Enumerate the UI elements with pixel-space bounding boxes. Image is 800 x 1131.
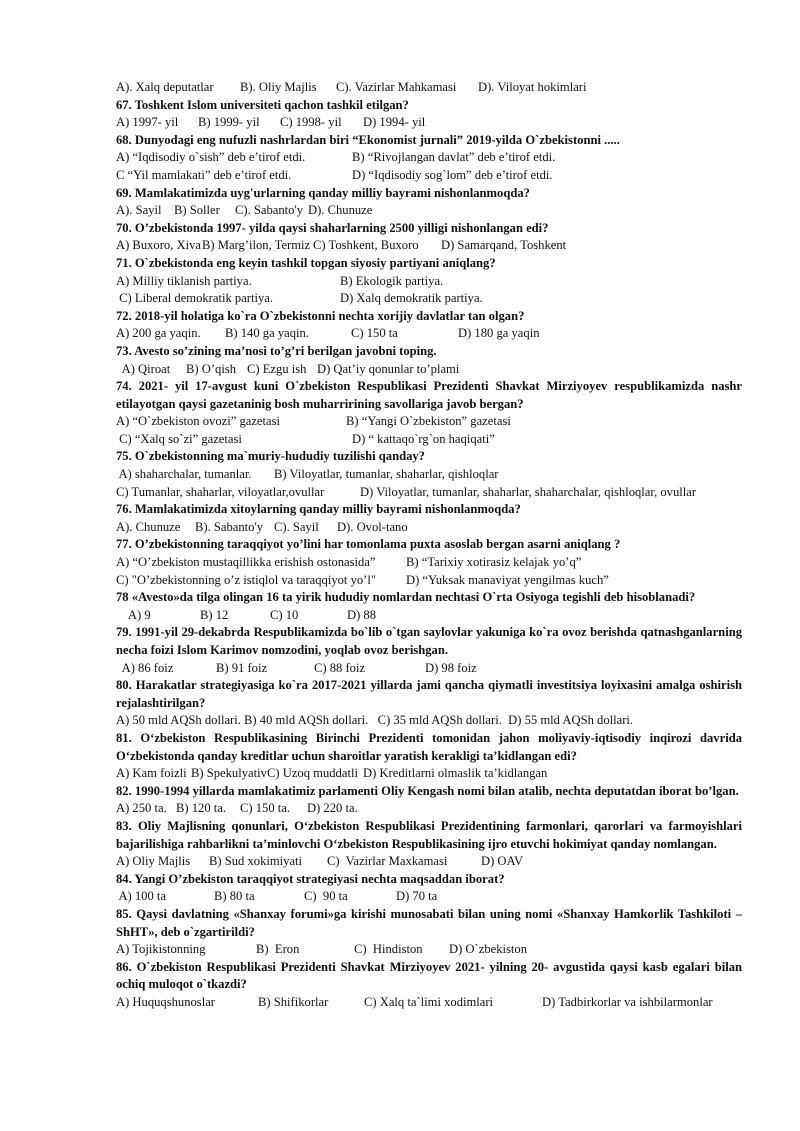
answer-option: B). Sabanto'y xyxy=(195,519,264,534)
answer-option: B) “Rivojlangan davlat” deb e’tirof etdi. xyxy=(352,150,556,165)
answer-option: C) Ezgu ish xyxy=(247,361,307,376)
answer-options-row xyxy=(116,202,742,220)
answer-option: A) 50 mld AQSh dollari. B) 40 mld AQSh dollari. C) 35 mld AQSh dollari. D) 55 mld AQSh dollari. xyxy=(116,713,634,728)
answer-option: D) Samarqand, Toshkent xyxy=(441,238,567,253)
answer-option: A) “O’zbekiston mustaqillikka erishish ostonasida” xyxy=(116,555,376,570)
answer-options-row xyxy=(116,572,742,590)
answer-options-row xyxy=(116,853,742,871)
answer-option: D) 88 xyxy=(347,607,377,622)
answer-options-row xyxy=(116,149,742,167)
answer-option: B) “Tarixiy xotirasiz kelajak yo’q” xyxy=(406,555,582,570)
question-text: 78 «Avesto»da tilga olingan 16 ta yirik hududiy nomlardan nechtasi O`rta Osiyoga tegishli deb hisoblanadi? xyxy=(116,590,696,605)
answer-option: C) 1998- yil xyxy=(280,115,342,130)
answer-options-row xyxy=(116,554,742,572)
answer-options-row xyxy=(116,800,742,818)
question-text: 82. 1990-1994 yillarda mamlakatimiz parlamenti Oliy Kengash nomi bilan atalib, nechta deputatdan iborat bo’lgan. xyxy=(116,783,739,798)
answer-option: D). Chunuze xyxy=(308,203,373,218)
answer-option: A). Sayil xyxy=(116,203,162,218)
answer-option: C). Sabanto'y xyxy=(235,203,304,218)
answer-options-row xyxy=(116,114,742,132)
answer-options-row xyxy=(116,466,742,484)
answer-option: A) Huquqshunoslar xyxy=(116,994,215,1009)
answer-option: A) “O`zbekiston ovozi” gazetasi xyxy=(116,414,281,429)
question-text: 70. O’zbekistonda 1997- yilda qaysi shaharlarning 2500 yilligi nishonlangan edi? xyxy=(116,220,549,235)
answer-option: D) 1994- yil xyxy=(363,115,426,130)
answer-options-row xyxy=(116,765,742,783)
answer-option: D) Tadbirkorlar va ishbilarmonlar xyxy=(542,994,713,1009)
answer-option: C) "O’zbekistonning o’z istiqlol va taraqqiyot yo’l" xyxy=(116,572,377,587)
answer-options-row xyxy=(116,237,742,255)
answer-option: C) Liberal demokratik partiya. xyxy=(116,291,274,306)
answer-option: D) Kreditlarni olmaslik ta’kidlangan xyxy=(363,766,548,781)
question-text: 67. Toshkent Islom universiteti qachon tashkil etilgan? xyxy=(116,97,409,112)
answer-options-row xyxy=(116,888,742,906)
question-text: 74. 2021- yil 17-avgust kuni O`zbekiston Respublikasi Prezidenti Shavkat Mirziyoyev respublikamizda nashr etilayotgan qaysi gazetaninig bosh muharririning savollariga javob bergan? xyxy=(116,379,742,411)
answer-option: C “Yil mamlakati” deb e’tirof etdi. xyxy=(116,167,292,182)
answer-option: D) O`zbekiston xyxy=(449,942,527,957)
answer-option: C). Vazirlar Mahkamasi xyxy=(336,80,457,94)
answer-option: A) shaharchalar, tumanlar. xyxy=(116,467,252,482)
question-text: 73. Avesto so’zining ma’nosi to’g’ri berilgan javobni toping. xyxy=(116,343,437,358)
answer-option: A) 100 ta xyxy=(116,889,167,904)
answer-option: B) Spekulyativ xyxy=(191,766,267,781)
answer-option: C) 10 xyxy=(270,607,299,622)
answer-option: B) 80 ta xyxy=(214,889,255,904)
answer-options-row xyxy=(116,941,742,959)
answer-option: C) 150 ta. xyxy=(240,801,291,816)
answer-option: D). Ovol-tano xyxy=(337,519,408,534)
answer-option: B) Sud xokimiyati xyxy=(209,854,303,869)
question-text: 71. O`zbekistonda eng keyin tashkil topgan siyosiy partiyani aniqlang? xyxy=(116,255,496,270)
answer-option: A) 250 ta. xyxy=(116,801,167,816)
answer-option: A) 86 foiz xyxy=(116,660,174,675)
answer-option: A) Milliy tiklanish partiya. xyxy=(116,273,252,288)
answer-options-row xyxy=(116,361,742,379)
question-text: 80. Harakatlar strategiyasiga ko`ra 2017-2021 yillarda jami qancha qiymatli investitsiya loyixasini amalga oshirish rejalashtirilgan? xyxy=(116,678,742,710)
answer-options-row xyxy=(116,273,742,291)
answer-option: B) 91 foiz xyxy=(216,660,268,675)
answer-option: A) “Iqdisodiy o`sish” deb e’tirof etdi. xyxy=(116,150,306,165)
answer-option: B) Soller xyxy=(174,203,220,218)
answer-options-row xyxy=(116,413,742,431)
answer-options-row xyxy=(116,712,742,730)
question-text: 85. Qaysi davlatning «Shanxay forumi»ga kirishi munosabati bilan uning nomi «Shanxay Hamkorlik Tashkiloti – ShHT», deb o`zgartirildi? xyxy=(116,906,742,939)
answer-option: B) 140 ga yaqin. xyxy=(225,326,309,341)
answer-option: D) Xalq demokratik partiya. xyxy=(340,291,483,306)
answer-options-row xyxy=(116,484,742,502)
answer-option: D) OAV xyxy=(481,854,524,869)
answer-option: B) 1999- yil xyxy=(198,115,260,130)
answer-options-row xyxy=(116,290,742,308)
test-page xyxy=(116,79,742,1011)
answer-options-row xyxy=(116,79,742,97)
question-text: 86. O`zbekiston Respublikasi Prezidenti Shavkat Mirziyoyev 2021- yilning 20- avgustida qaysi kasb egalari bilan ochiq muloqot o`tkazdi? xyxy=(116,959,742,992)
answer-options-row xyxy=(116,167,742,185)
answer-option: C). Sayil xyxy=(274,519,319,534)
answer-option: C) 150 ta xyxy=(351,326,398,341)
answer-option: D) “ kattaqo`rg`on haqiqati” xyxy=(352,431,495,446)
answer-option: D) “Yuksak manaviyat yengilmas kuch” xyxy=(406,572,609,587)
answer-option: C) Vazirlar Maxkamasi xyxy=(327,854,448,869)
answer-option: A). Xalq deputatlar xyxy=(116,80,214,94)
question-text: 76. Mamlakatimizda xitoylarning qanday milliy bayrami nishonlanmoqda? xyxy=(116,502,521,517)
question-text: 68. Dunyodagi eng nufuzli nashrlardan biri “Ekonomist jurnali” 2019-yilda O`zbekistonni ..... xyxy=(116,132,620,147)
answer-options-row xyxy=(116,994,742,1012)
answer-option: A) Tojikistonning xyxy=(116,942,206,957)
answer-options-row xyxy=(116,660,742,678)
question-text: 81. O‘zbekiston Respublikasining Birinchi Prezidenti tomonidan jahon moliyaviy-iqtisodiy inqirozi davrida O‘zbekistonda qanday kreditlar uchun sharoitlar yaratish kerakligi ta’kidlangan edi? xyxy=(116,730,742,763)
question-text: 83. Oliy Majlisning qonunlari, O‘zbekiston Respublikasi Prezidentining farmonlari, qarorlari va farmoyishlari bajarilishiga rahbarlikni ta’minlovchi O‘zbekiston Respublikasining ijro etuvchi hokimiyat qanday nomlangan. xyxy=(116,818,742,851)
answer-option: B) Eron xyxy=(256,942,300,957)
answer-option: D) “Iqdisodiy sog`lom” deb e’tirof etdi. xyxy=(352,167,553,182)
question-text: 72. 2018-yil holatiga ko`ra O`zbekistonni nechta xorijiy davlatlar tan olgan? xyxy=(116,308,525,323)
answer-option: C) Uzoq muddatli xyxy=(267,766,358,781)
question-text: 75. O`zbekistonning ma`muriy-hududiy tuzilishi qanday? xyxy=(116,449,425,464)
question-text: 69. Mamlakatimizda uyg'urlarning qanday milliy bayrami nishonlanmoqda? xyxy=(116,185,530,200)
answer-option: C) Tumanlar, shaharlar, viloyatlar,ovullar xyxy=(116,484,325,499)
answer-option: D) Viloyatlar, tumanlar, shaharlar, shaharchalar, qishloqlar, ovullar xyxy=(360,484,697,499)
answer-option: B) “Yangi O`zbekiston” gazetasi xyxy=(346,414,511,429)
answer-option: B) Ekologik partiya. xyxy=(340,273,444,288)
answer-option: C) “Xalq so`zi” gazetasi xyxy=(116,431,242,446)
answer-option: B) O’qish xyxy=(186,361,237,376)
answer-option: D). Viloyat hokimlari xyxy=(478,80,587,94)
answer-option: D) 220 ta. xyxy=(307,801,358,816)
answer-option: C) Xalq ta`limi xodimlari xyxy=(364,994,494,1009)
answer-options-row xyxy=(116,519,742,537)
question-text: 77. O’zbekistonning taraqqiyot yo’lini har tomonlama puxta asoslab bergan asarni aniqlang ? xyxy=(116,537,621,552)
answer-option: B). Oliy Majlis xyxy=(240,80,317,94)
answer-option: A) 200 ga yaqin. xyxy=(116,326,201,341)
answer-option: B) Marg’ilon, Termiz xyxy=(202,238,311,253)
question-text: 79. 1991-yil 29-dekabrda Respublikamizda bo`lib o`tgan saylovlar yakuniga ko`ra ovoz berishda qatnashganlarning necha foizi Islom Karimov nomzodini, yoqlab ovoz berishgan. xyxy=(116,625,742,657)
answer-options-row xyxy=(116,325,742,343)
answer-option: B) Viloyatlar, tumanlar, shaharlar, qishloqlar xyxy=(274,467,499,482)
answer-option: C) Toshkent, Buxoro xyxy=(313,238,419,253)
question-text: 84. Yangi O’zbekiston taraqqiyot strategiyasi nechta maqsaddan iborat? xyxy=(116,871,505,886)
answer-option: B) Shifikorlar xyxy=(258,994,329,1009)
answer-option: A) Qiroat xyxy=(116,361,171,376)
answer-option: B) 12 xyxy=(200,607,229,622)
answer-options-row xyxy=(116,607,742,625)
answer-option: C) 90 ta xyxy=(304,889,348,904)
answer-option: A) Oliy Majlis xyxy=(116,854,191,869)
answer-option: B) 120 ta. xyxy=(176,801,227,816)
answer-option: D) 70 ta xyxy=(396,889,438,904)
answer-option: A) Kam foizli xyxy=(116,766,187,781)
answer-option: D) 98 foiz xyxy=(425,660,477,675)
answer-option: A) 9 xyxy=(116,607,151,622)
answer-option: D) 180 ga yaqin xyxy=(458,326,540,341)
answer-option: A). Chunuze xyxy=(116,519,181,534)
answer-option: C) 88 foiz xyxy=(314,660,366,675)
answer-option: A) Buxoro, Xiva xyxy=(116,238,201,253)
answer-option: A) 1997- yil xyxy=(116,115,179,130)
answer-option: D) Qat’iy qonunlar to’plami xyxy=(317,361,460,376)
answer-options-row xyxy=(116,431,742,449)
answer-option: C) Hindiston xyxy=(354,942,423,957)
